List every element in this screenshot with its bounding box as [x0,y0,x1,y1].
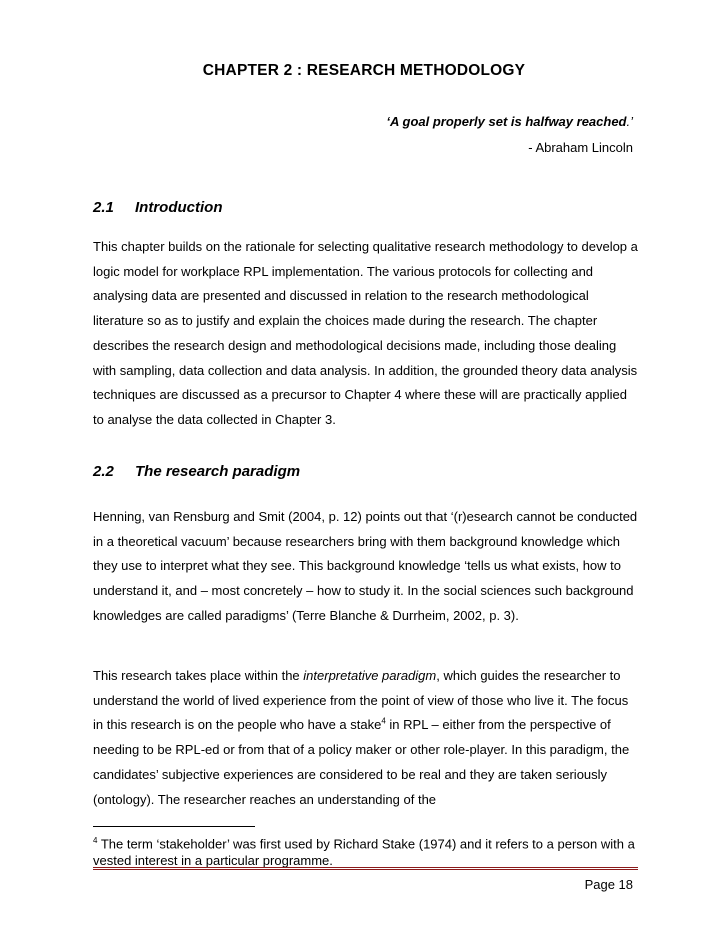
section-number: 2.2 [93,463,114,480]
section-title: Introduction [135,199,223,216]
paradigm-paragraph-2 [93,664,638,812]
section-heading-introduction [93,199,222,216]
paragraph-text: This research takes place within the [93,668,304,683]
page-number: Page 18 [584,877,633,892]
epigraph-author: - Abraham Lincoln [528,140,633,155]
emphasis-text: interpretative paradigm [303,668,437,683]
epigraph-quote-text: ‘A goal properly set is halfway reached [386,114,627,129]
footer-rule [93,867,638,872]
footnote [93,832,638,869]
footnote-marker: 4 [93,836,98,845]
paragraph-text: , which guides the researcher to understand the world of lived experience from the point of view of those who live it. The focus in this research is on the people who have a stake [93,668,629,733]
paradigm-paragraph-1: Henning, van Rensburg and Smit (2004, p. 12) points out that ‘(r)esearch cannot be conducted in a theoretical vacuum’ because researchers bring with them background knowledge which they use to interpret what they see. This background knowledge ‘tells us what exists, how to understand it, and – most concretely – how to study it. In the social sciences such background knowledges are called paradigms’ (Terre Blanche & Durrheim, 2002, p. 3). [93,509,638,623]
epigraph-quote-close: .’ [626,114,633,129]
section-heading-paradigm [93,463,300,480]
chapter-title: CHAPTER 2 : RESEARCH METHODOLOGY [202,62,526,79]
epigraph-quote [386,114,633,129]
section-title: The research paradigm [135,463,301,480]
section-number: 2.1 [93,199,114,216]
footnote-text: The term ‘stakeholder’ was first used by Richard Stake (1974) and it refers to a person with a vested interest in a particular programme. [93,836,635,869]
footnote-separator [93,826,255,827]
paragraph-text: in RPL – either from the perspective of needing to be RPL-ed or from that of a policy maker or other role-player. In this paradigm, the candidates’ subjective experiences are considered to be real and they are taken seriously (ontology). The researcher reaches an understanding of the [93,717,630,807]
footnote-reference[interactable]: 4 [381,717,386,727]
intro-paragraph: This chapter builds on the rationale for selecting qualitative research methodology to develop a logic model for workplace RPL implementation. The various protocols for collecting and analysing data are presented and discussed in relation to the research methodological literature so as to justify and explain the choices made during the research. The chapter describes the research design and methodological decisions made, including those dealing with sampling, data collection and data analysis. In addition, the grounded theory data analysis techniques are discussed as a precursor to Chapter 4 where these will are practically applied to analyse the data collected in Chapter 3. [93,239,638,427]
